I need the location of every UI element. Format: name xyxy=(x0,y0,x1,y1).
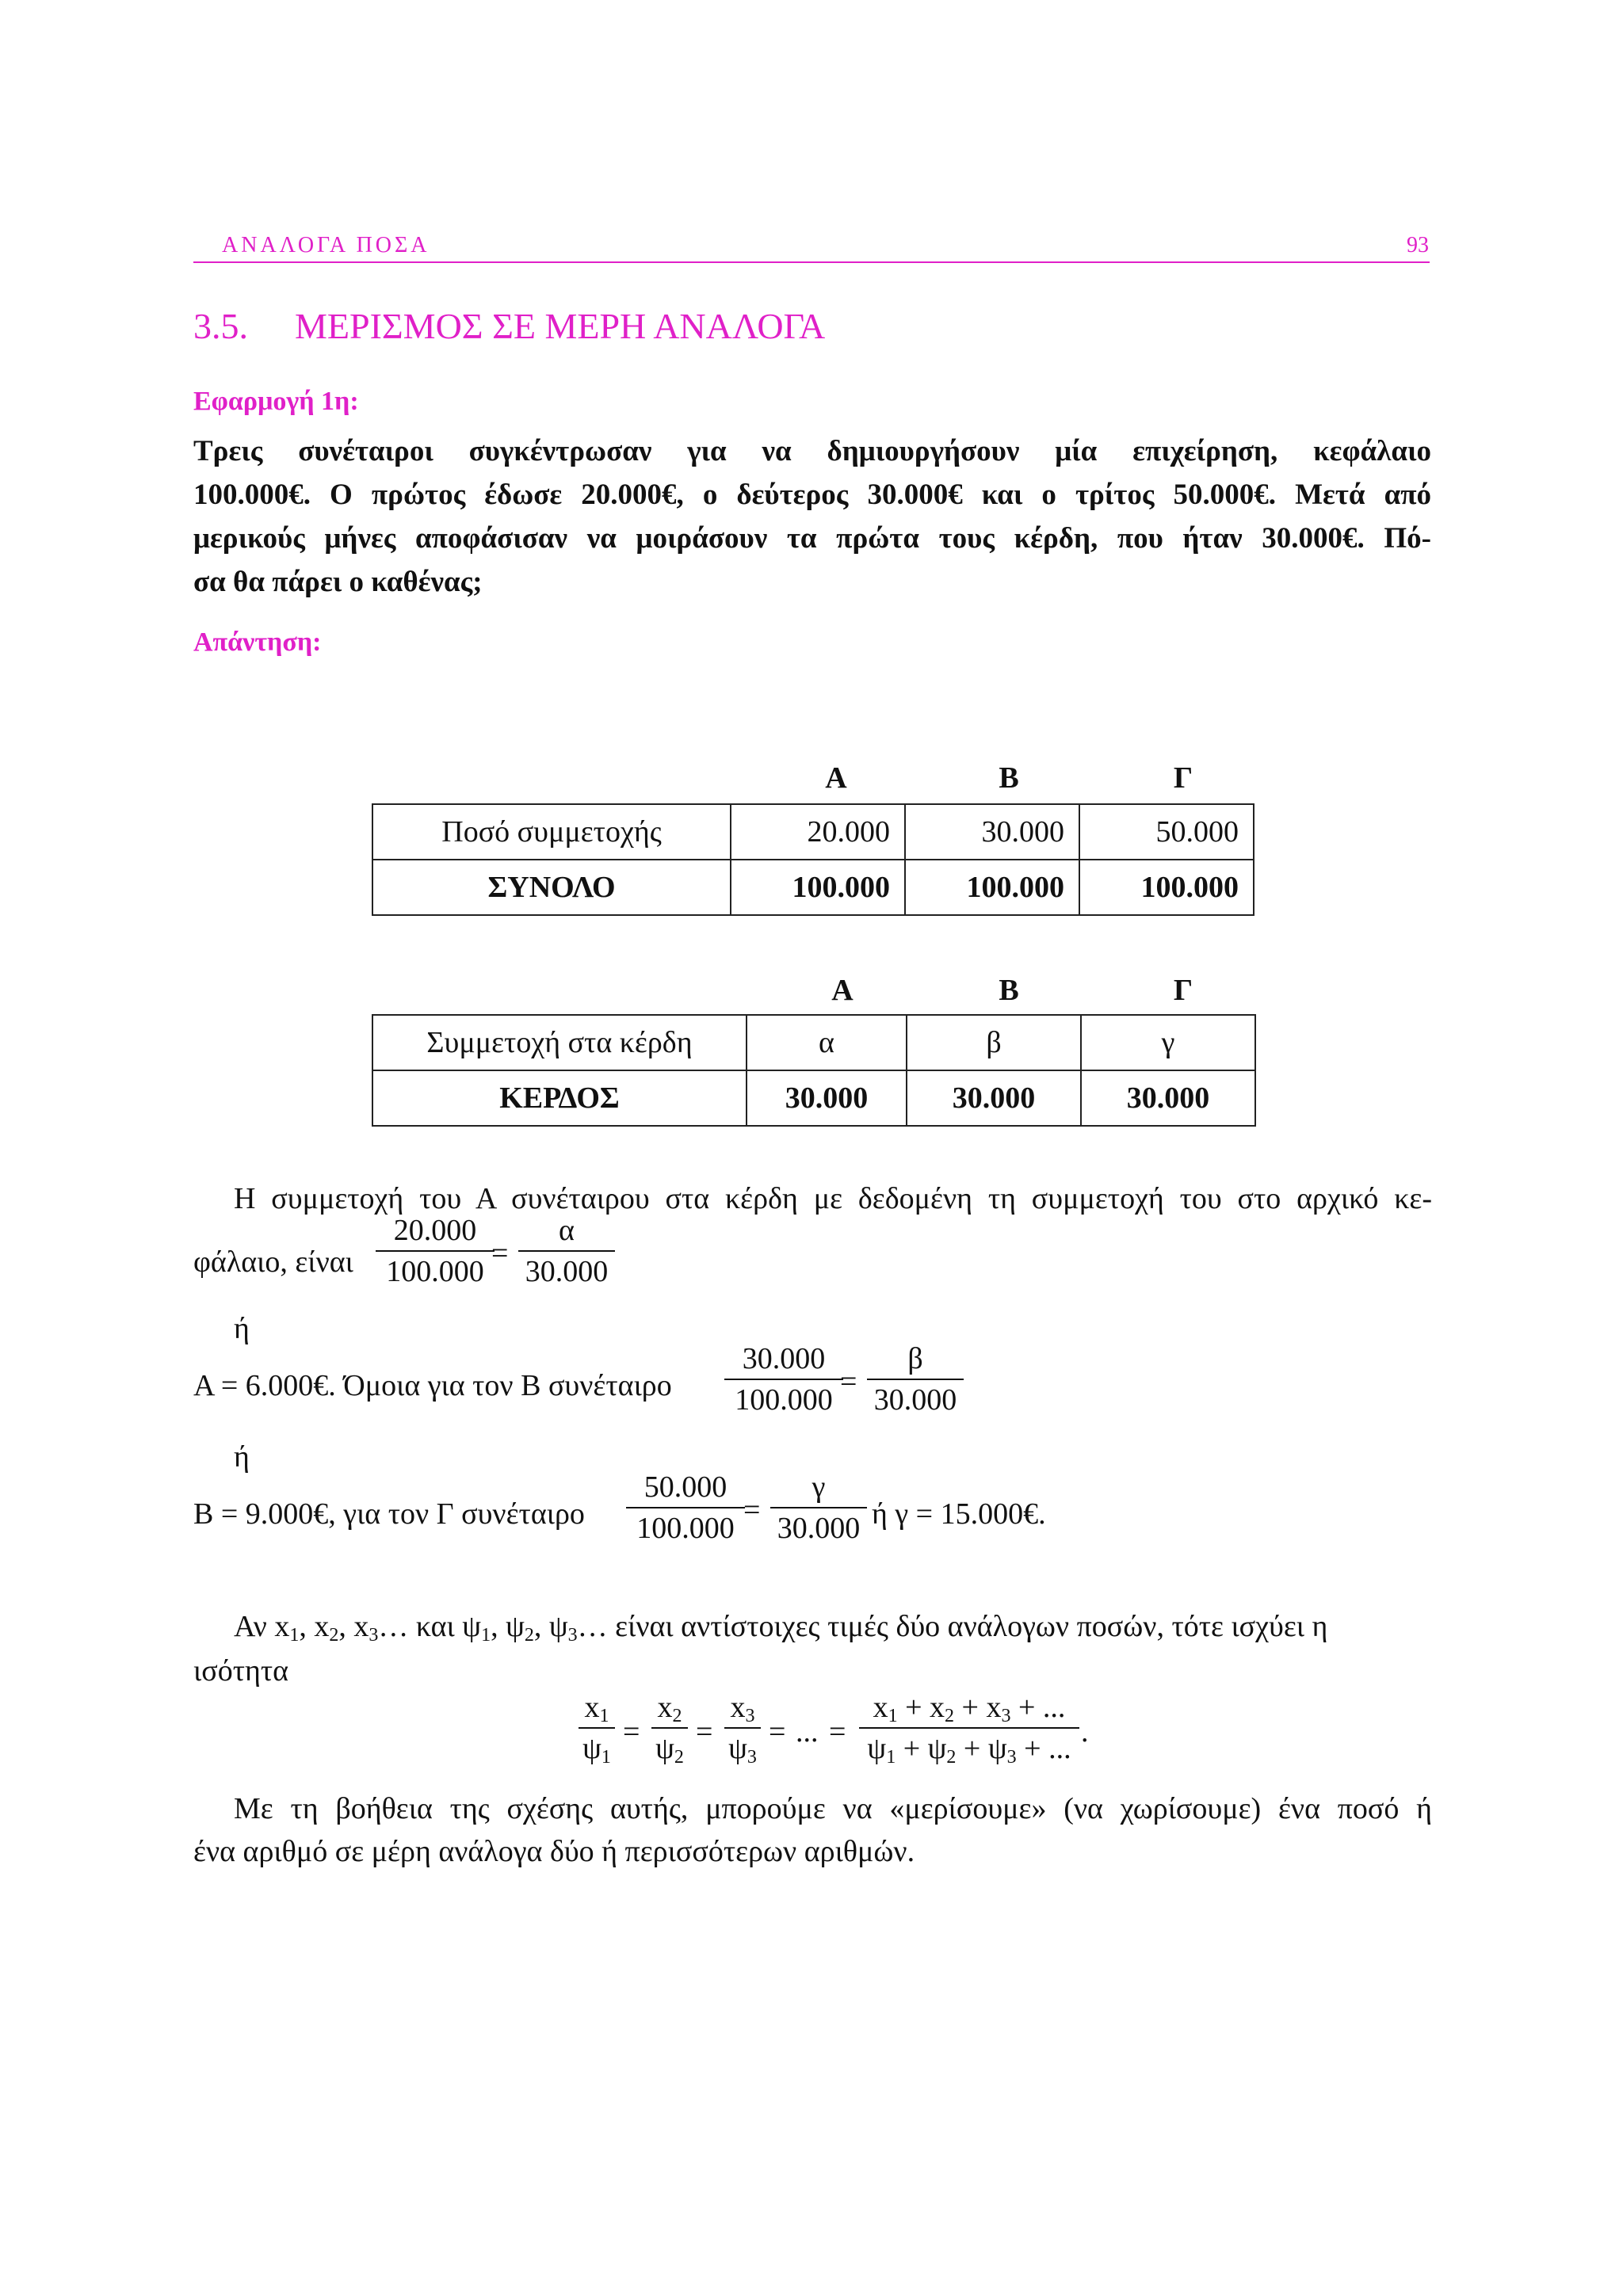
fraction-b xyxy=(724,1341,843,1418)
equals-sign: = xyxy=(491,1237,509,1270)
table2-col-c: Γ xyxy=(1173,974,1193,1007)
subscript: 3 xyxy=(745,1706,755,1726)
closing-line-2: ένα αριθμό σε μέρη ανάλογα δύο ή περισσότερων αριθμών. xyxy=(193,1835,915,1868)
fraction-denominator: 30.000 xyxy=(777,1512,861,1545)
ellipsis: ... xyxy=(1042,1691,1066,1724)
fraction-numerator: 20.000 xyxy=(393,1214,477,1247)
solution-line-2-prefix: φάλαιο, είναι xyxy=(193,1245,353,1279)
solution-line-3-prefix: Α = 6.000€. Όμοια για τον Β συνέταιρο xyxy=(193,1369,672,1402)
fraction-bar xyxy=(724,1379,843,1380)
subscript: 2 xyxy=(672,1706,682,1726)
table2-row2-label: ΚΕΡΔΟΣ xyxy=(372,1070,747,1126)
subscript: 2 xyxy=(329,1625,339,1646)
fraction-numerator: α xyxy=(559,1214,575,1247)
fraction-bar xyxy=(770,1507,867,1508)
table-row xyxy=(372,1070,1255,1126)
psi-var: ψ xyxy=(655,1732,674,1765)
x-sequence: $x_1$, $x_2$, $x_3\dots$ xyxy=(274,1610,409,1646)
table2-row2-b: 30.000 xyxy=(907,1070,1081,1126)
problem-line: σα θα πάρει ο καθένας; xyxy=(193,566,483,598)
fraction-bar xyxy=(518,1250,615,1252)
psi-var: ψ xyxy=(927,1732,947,1765)
ratio-1 xyxy=(579,1689,615,1767)
answer-label: Απάντηση: xyxy=(193,627,322,657)
subscript: 3 xyxy=(567,1625,578,1646)
x-var: x xyxy=(930,1691,945,1724)
fraction-c2 xyxy=(770,1469,867,1547)
equals-sign: = xyxy=(623,1715,640,1749)
subscript: 1 xyxy=(601,1747,611,1768)
ratio-3 xyxy=(724,1689,761,1767)
table2-col-a: Α xyxy=(831,974,854,1007)
table1-row1-a: 20.000 xyxy=(731,804,905,860)
psi-sequence: $\psi_1$, $\psi_2$, $\psi_3\dots$ xyxy=(462,1610,608,1646)
ratio-2 xyxy=(651,1689,688,1767)
solution-line-4-suffix: ή γ = 15.000€. xyxy=(872,1497,1046,1531)
equals-sign: = xyxy=(829,1715,846,1749)
closing-line-1: Με τη βοήθεια της σχέσης αυτής, μπορούμε να «μερίσουμε» (να χωρίσουμε) ένα ποσό ή xyxy=(234,1792,1432,1825)
property-text: είναι αντίστοιχες τιμές δύο ανάλογων ποσών, τότε ισχύει η xyxy=(615,1610,1328,1643)
fraction-denominator: 100.000 xyxy=(735,1383,833,1417)
solution-line-4-prefix: Β = 9.000€, για τον Γ συνέταιρο xyxy=(193,1497,585,1531)
table2-row1-a: α xyxy=(747,1015,907,1070)
problem-statement xyxy=(193,429,1431,604)
equals-sign: = xyxy=(743,1493,761,1527)
table1 xyxy=(372,803,1254,916)
property-line-2: ισότητα xyxy=(193,1654,289,1688)
table1-row2-c: 100.000 xyxy=(1079,860,1254,915)
fraction-bar xyxy=(626,1507,745,1508)
subscript: 3 xyxy=(1006,1747,1017,1768)
table1-col-a: Α xyxy=(825,761,847,795)
fraction-denominator: 100.000 xyxy=(636,1512,735,1545)
fraction-numerator: 30.000 xyxy=(742,1342,826,1375)
section-title: ΜΕΡΙΣΜΟΣ ΣΕ ΜΕΡΗ ΑΝΑΛΟΓΑ xyxy=(295,306,826,346)
fraction-b2 xyxy=(867,1341,964,1418)
psi-var: ψ xyxy=(987,1732,1007,1765)
ratio-sum: $x_1 + x_2 + x_3$ + ... $\psi_1 + \psi_2 + \psi_3$ + ... xyxy=(859,1689,1079,1767)
fraction-bar xyxy=(579,1727,615,1729)
header-rule xyxy=(193,261,1430,263)
table-row xyxy=(372,1015,1255,1070)
equals-sign: = xyxy=(696,1715,713,1749)
fraction-numerator: 50.000 xyxy=(643,1470,727,1504)
psi-var: ψ xyxy=(548,1610,568,1643)
fraction-bar xyxy=(867,1379,964,1380)
problem-line: 100.000€. Ο πρώτος έδωσε 20.000€, ο δεύτερος 30.000€ και ο τρίτος 50.000€. Μετά από xyxy=(193,479,1431,511)
table1-col-b: Β xyxy=(999,761,1019,795)
psi-var: ψ xyxy=(582,1732,601,1765)
application-label: Εφαρμογή 1η: xyxy=(193,387,359,416)
fraction-denominator: 100.000 xyxy=(386,1255,484,1288)
x-var: x xyxy=(314,1610,330,1643)
fraction-denominator: 30.000 xyxy=(873,1383,957,1417)
solution-line-1: Η συμμετοχή του Α συνέταιρου στα κέρδη με δεδομένη τη συμμετοχή του στο αρχικό κε- xyxy=(234,1182,1432,1215)
subscript: 3 xyxy=(369,1625,379,1646)
period: . xyxy=(1081,1715,1089,1749)
ellipsis: ... xyxy=(796,1715,819,1749)
subscript: 2 xyxy=(674,1747,684,1768)
table2-row1-b: β xyxy=(907,1015,1081,1070)
table2-row2-a: 30.000 xyxy=(747,1070,907,1126)
ellipsis: … xyxy=(378,1610,409,1643)
subscript: 1 xyxy=(599,1706,609,1726)
table1-col-c: Γ xyxy=(1173,761,1193,795)
fraction-bar xyxy=(859,1727,1079,1729)
psi-var: ψ xyxy=(462,1610,482,1643)
psi-var: ψ xyxy=(867,1732,887,1765)
psi-var: ψ xyxy=(506,1610,525,1643)
x-var: x xyxy=(986,1691,1002,1724)
subscript: 2 xyxy=(945,1706,955,1726)
fraction-numerator: β xyxy=(907,1342,923,1375)
ellipsis: ... xyxy=(1048,1732,1071,1765)
table1-row2-label: ΣΥΝΟΛΟ xyxy=(372,860,731,915)
table-row xyxy=(372,860,1254,915)
equals-sign: = xyxy=(840,1365,857,1398)
subscript: 1 xyxy=(886,1747,896,1768)
problem-line: μερικούς μήνες αποφάσισαν να μοιράσουν τα πρώτα τους κέρδη, που ήταν 30.000€. Πό- xyxy=(193,522,1431,555)
subscript: 2 xyxy=(946,1747,957,1768)
table2 xyxy=(372,1014,1256,1127)
fraction-bar xyxy=(376,1250,495,1252)
table2-row1-c: γ xyxy=(1081,1015,1255,1070)
subscript: 1 xyxy=(289,1625,300,1646)
fraction-a2 xyxy=(518,1212,615,1290)
section-number: 3.5. xyxy=(193,306,248,346)
table2-row1-label: Συμμετοχή στα κέρδη xyxy=(372,1015,747,1070)
x-var: x xyxy=(353,1610,369,1643)
table1-row1-c: 50.000 xyxy=(1079,804,1254,860)
table1-row2-a: 100.000 xyxy=(731,860,905,915)
x-var: x xyxy=(730,1691,746,1724)
fraction-denominator: 30.000 xyxy=(525,1255,609,1288)
subscript: 1 xyxy=(888,1706,898,1726)
table1-row1-label: Ποσό συμμετοχής xyxy=(372,804,731,860)
property-line-1 xyxy=(234,1605,1432,1648)
table1-row1-b: 30.000 xyxy=(905,804,1079,860)
table2-col-b: Β xyxy=(999,974,1019,1007)
x-var: x xyxy=(657,1691,673,1724)
table2-row2-c: 30.000 xyxy=(1081,1070,1255,1126)
subscript: 3 xyxy=(747,1747,757,1768)
x-var: x xyxy=(873,1691,888,1724)
table-row xyxy=(372,804,1254,860)
fraction-bar xyxy=(651,1727,688,1729)
and-word: και xyxy=(415,1610,455,1643)
running-title: ΑΝΑΛΟΓΑ ΠΟΣΑ xyxy=(222,233,430,257)
ellipsis: … xyxy=(577,1610,608,1643)
fraction-numerator: γ xyxy=(812,1470,826,1504)
or-word: ή xyxy=(234,1312,250,1345)
x-var: x xyxy=(274,1610,290,1643)
subscript: 3 xyxy=(1001,1706,1011,1726)
subscript: 1 xyxy=(481,1625,491,1646)
equals-sign: = xyxy=(769,1715,786,1749)
fraction-bar xyxy=(724,1727,761,1729)
fraction-a xyxy=(376,1212,495,1290)
or-word: ή xyxy=(234,1440,250,1474)
psi-var: ψ xyxy=(728,1732,747,1765)
fraction-c xyxy=(626,1469,745,1547)
problem-line: Τρεις συνέταιροι συγκέντρωσαν για να δημιουργήσουν μία επιχείρηση, κεφάλαιο xyxy=(193,435,1431,467)
x-var: x xyxy=(584,1691,600,1724)
table1-row2-b: 100.000 xyxy=(905,860,1079,915)
page-number: 93 xyxy=(1407,233,1429,257)
property-word: Αν xyxy=(234,1610,267,1643)
subscript: 2 xyxy=(524,1625,534,1646)
